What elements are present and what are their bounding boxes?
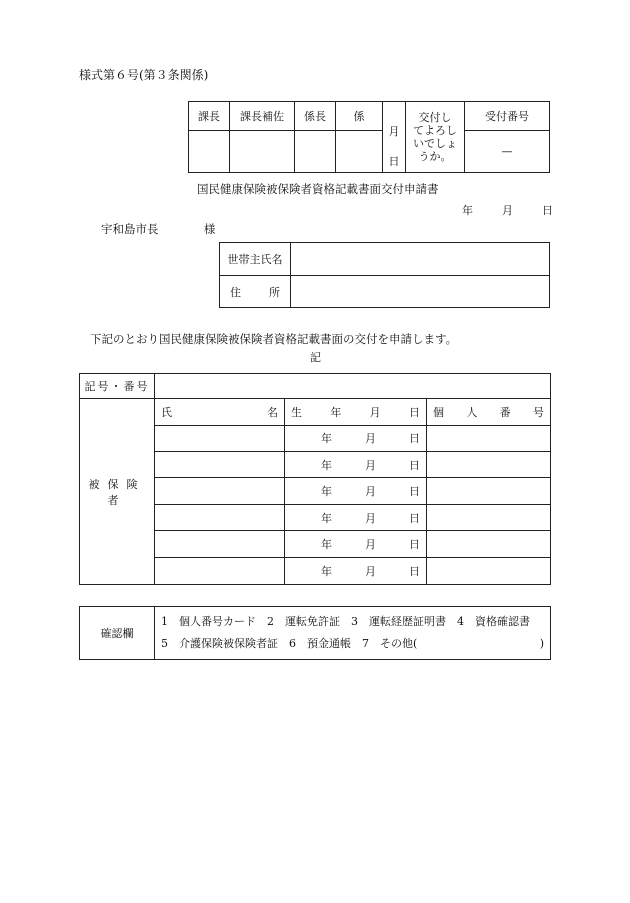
confirmation-line-2-suffix: ): [539, 637, 544, 650]
head-of-household-label: 世帯主氏名: [220, 243, 291, 276]
col-header-birthdate: [285, 399, 427, 425]
address-field[interactable]: [291, 276, 550, 308]
row-year: 年: [321, 458, 332, 472]
approval-confirm-line-1: 交付し: [418, 111, 452, 124]
addressee-name: 宇和島市長: [101, 222, 159, 236]
insured-name-field[interactable]: [155, 452, 285, 478]
col-header-personal-1: 個: [433, 406, 444, 420]
address-label-1: 住: [230, 285, 241, 299]
address-label-2: 所: [269, 285, 280, 299]
form-title: 国民健康保険被保険者資格記載書面交付申請書: [197, 182, 439, 196]
approval-date-cell: [383, 102, 406, 173]
insured-birthdate-field[interactable]: [285, 557, 427, 584]
receipt-number-header: 受付番号: [465, 102, 550, 131]
insured-name-field[interactable]: [155, 504, 285, 530]
symbol-number-field[interactable]: [155, 374, 551, 399]
row-year: 年: [321, 537, 332, 551]
approval-stamp-staff[interactable]: [336, 131, 383, 173]
head-of-household-field[interactable]: [291, 243, 550, 276]
row-year: 年: [321, 511, 332, 525]
insured-personal-number-field[interactable]: [427, 557, 551, 584]
application-date: [462, 202, 553, 218]
row-year: 年: [321, 432, 332, 446]
row-month: 月: [365, 485, 376, 499]
row-day: 日: [409, 485, 420, 499]
insured-name-field[interactable]: [155, 425, 285, 451]
receipt-number-value[interactable]: —: [465, 131, 550, 173]
col-header-personal-number: [427, 399, 551, 425]
row-day: 日: [409, 432, 420, 446]
col-header-name-2: 名: [267, 406, 278, 420]
col-header-birth-2: 年: [330, 406, 342, 420]
approval-stamp-sub-chief[interactable]: [295, 131, 336, 173]
col-header-personal-3: 番: [499, 406, 511, 420]
col-header-name-1: 氏: [161, 406, 172, 420]
date-year: 年: [462, 204, 473, 217]
approval-header-sub-chief: 係長: [295, 102, 336, 131]
insured-section-label: 被保険者: [80, 399, 155, 585]
application-statement: 下記のとおり国民健康保険被保険者資格記載書面の交付を申請します。: [90, 332, 458, 346]
symbol-number-label: 記号・番号: [80, 374, 155, 399]
col-header-birth-4: 日: [408, 406, 420, 420]
date-day: 日: [542, 204, 553, 217]
insured-personal-number-field[interactable]: [427, 425, 551, 451]
row-day: 日: [409, 564, 420, 578]
col-header-personal-4: 号: [532, 406, 544, 420]
approval-confirm-line-4: うか。: [418, 150, 452, 163]
insured-name-field[interactable]: [155, 478, 285, 504]
applicant-table: [219, 242, 550, 308]
approval-header-staff: 係: [336, 102, 383, 131]
row-month: 月: [365, 564, 376, 578]
row-month: 月: [365, 432, 376, 446]
row-month: 月: [365, 537, 376, 551]
insured-birthdate-field[interactable]: [285, 531, 427, 557]
approval-confirm-line-3: いでしょ: [413, 137, 457, 150]
insured-name-field[interactable]: [155, 557, 285, 584]
row-day: 日: [409, 511, 420, 525]
confirmation-options: [155, 607, 551, 660]
col-header-birth-3: 月: [369, 406, 381, 420]
approval-stamp-section-chief[interactable]: [189, 131, 230, 173]
approval-table: [188, 101, 550, 173]
approval-confirm-line-2: てよろし: [413, 124, 457, 137]
approval-confirm-cell: [406, 102, 465, 173]
confirmation-line-1: 1 個人番号カード 2 運転免許証 3 運転経歴証明書 4 資格確認書: [161, 615, 530, 628]
confirmation-table: [79, 606, 551, 660]
insured-birthdate-field[interactable]: [285, 452, 427, 478]
ki-heading: 記: [310, 351, 321, 364]
approval-day-label: 日: [388, 155, 400, 168]
row-year: 年: [321, 485, 332, 499]
row-year: 年: [321, 564, 332, 578]
addressee: [101, 221, 215, 237]
insured-table: [79, 373, 551, 585]
date-month: 月: [502, 204, 513, 217]
address-label: [220, 276, 291, 308]
insured-name-field[interactable]: [155, 531, 285, 557]
insured-birthdate-field[interactable]: [285, 478, 427, 504]
confirmation-line-2-prefix: 5 介護保険被保険者証 6 預金通帳 7 その他(: [161, 637, 418, 650]
insured-personal-number-field[interactable]: [427, 452, 551, 478]
confirmation-label: 確認欄: [80, 607, 155, 660]
col-header-personal-2: 人: [466, 406, 478, 420]
approval-header-section-chief: 課長: [189, 102, 230, 131]
row-month: 月: [365, 511, 376, 525]
insured-personal-number-field[interactable]: [427, 531, 551, 557]
addressee-honorific: 様: [203, 222, 216, 236]
insured-personal-number-field[interactable]: [427, 478, 551, 504]
row-day: 日: [409, 537, 420, 551]
insured-personal-number-field[interactable]: [427, 504, 551, 530]
col-header-birth-1: 生: [291, 406, 302, 420]
row-day: 日: [409, 458, 420, 472]
approval-month-label: 月: [388, 125, 400, 138]
approval-stamp-assistant-chief[interactable]: [230, 131, 295, 173]
col-header-name: [155, 399, 285, 425]
form-number: 様式第６号(第３条関係): [79, 68, 209, 82]
row-month: 月: [365, 458, 376, 472]
insured-birthdate-field[interactable]: [285, 425, 427, 451]
approval-header-assistant-chief: 課長補佐: [230, 102, 295, 131]
insured-birthdate-field[interactable]: [285, 504, 427, 530]
confirmation-line-2: [161, 633, 544, 655]
